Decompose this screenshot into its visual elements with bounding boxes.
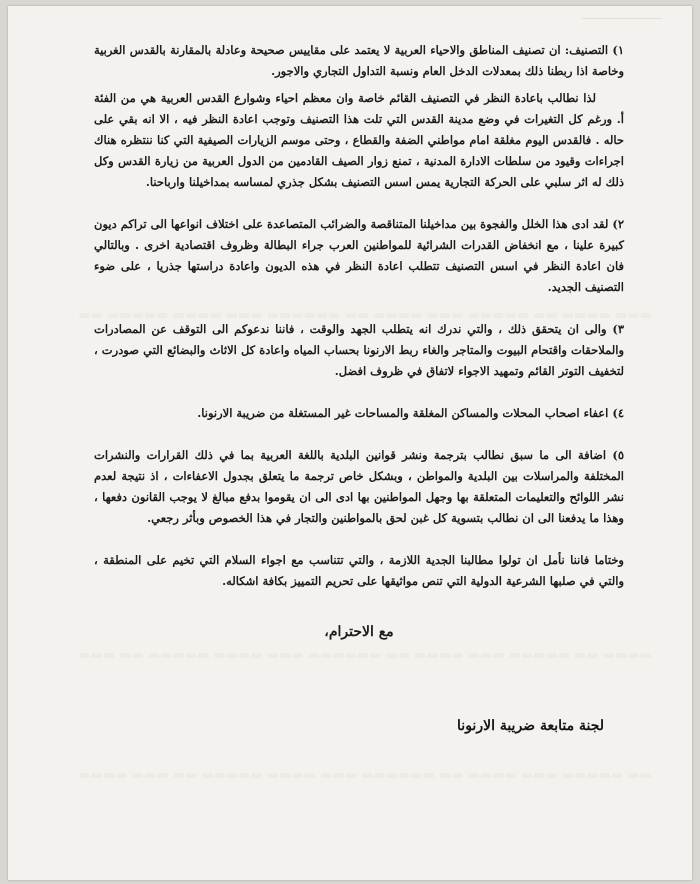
paragraph-conclusion: وختاما فاننا نأمل ان تولوا مطالبنا الجدية اللازمة ، والتي تتناسب مع اجواء السلام التي تخيم على المنطقة ، والتي في صلبها الشرعية الدولية التي تنص مواثيقها على تحريم التمييز بكافة اشكاله.: [94, 553, 624, 588]
paragraph-classification: ١) التصنيف: ان تصنيف المناطق والاحياء العربية لا يعتمد على مقاييس صحيحة وعادلة بالمقارنة بالقدس الغربية وخاصة اذا ربطنا ذلك بمعدلات الدخل العام ونسبة التداول التجاري والاجور.: [94, 43, 624, 78]
paragraph-halt-confiscations: ٣) والى ان يتحقق ذلك ، والتي ندرك انه يتطلب الجهد والوقت ، فاننا ندعوكم الى التوقف عن المصادرات والملاحقات واقتحام البيوت والمتاجر والغاء ربط الارنونا بحساب المياه واعادة كل الاثاث والبضائع التي صودرت ، لتخفيف التوتر القائم وتمهيد الاجواء لاتفاق في ظروف افضل.: [94, 322, 624, 378]
show-through-texture-2: ▬▬▬▬ ▬▬ ▬▬▬▬▬ ▬▬▬ ▬▬▬▬ ▬▬ ▬▬▬▬▬▬ ▬▬▬ ▬▬▬▬ ▬▬▬▬▬ ▬▬ ▬▬▬: [78, 648, 652, 663]
document-page: [8, 6, 692, 880]
show-through-texture-3: ▬▬ ▬▬▬▬▬ ▬▬▬ ▬▬▬▬ ▬▬ ▬▬▬▬▬▬ ▬▬▬ ▬▬▬▬ ▬▬▬▬▬ ▬▬ ▬▬▬ ▬▬▬▬: [78, 768, 652, 783]
closing-salutation: مع الاحترام،: [324, 624, 394, 640]
paragraph-reassessment-request: لذا نطالب باعادة النظر في التصنيف القائم خاصة وان معظم احياء وشوارع القدس العربية هي من الفئة أ. ورغم كل التغيرات في وضع مدينة القدس التي تلت هذا التصنيف وتوجب اعادة النظر فيه ، الا انه بقي على حاله . فالقدس اليوم مغلقة امام مواطني الضفة والقطاع ، وحتى موسم الزيارات الصيفية التي كنا ننتظره هناك اجراءات وقيود من سلطات الادارة المدنية ، تمنع زوار الصيف القادمين من الدول العربية من زيارة القدس وكل ذلك له اثر سلبي على الحركة التجارية يمس اسس التصنيف بشكل جذري لمساسه بمداخيلنا وارباحنا.: [94, 91, 624, 189]
paragraph-arabic-translation: ٥) اضافة الى ما سبق نطالب بترجمة ونشر قوانين البلدية باللغة العربية بما في ذلك القرارات والنشرات المختلفة والمراسلات بين البلدية والمواطن ، وبشكل خاص ترجمة ما يتعلق بجدول الاعفاءات ، اذ نتيجة لعدم نشر اللوائح والتعليمات المتعلقة بها وجهل المواطنين بها ادى الى ان يقوموا بدفع مبالغ لا يوجب القانون دفعها ، وهذا ما يدفعنا الى ان نطالب بتسوية كل غبن لحق بالمواطنين والتجار في هذا الخصوص وبأثر رجعي.: [94, 448, 624, 525]
show-through-texture: ▬▬▬ ▬▬▬▬ ▬▬ ▬▬▬▬▬ ▬▬▬ ▬▬▬▬ ▬▬ ▬▬▬▬▬▬ ▬▬▬ ▬▬▬▬ ▬▬▬▬▬ ▬▬: [78, 308, 652, 323]
paragraph-exemptions: ٤) اعفاء اصحاب المحلات والمساكن المغلقة والمساحات غير المستغلة من ضريبة الارنونا.: [197, 406, 624, 420]
letter-body: [94, 40, 624, 643]
page-edge-mark: [582, 18, 662, 29]
signature-committee: لجنة متابعة ضريبة الارنونا: [457, 718, 604, 734]
paragraph-debts: ٢) لقد ادى هذا الخلل والفجوة بين مداخيلنا المتناقصة والضرائب المتصاعدة على اختلاف انواعها الى تراكم ديون كبيرة علينا ، مع انخفاض القدرات الشرائية للمواطنين العرب جراء البطالة وظروف اقتصادية اخرى . وبالتالي فان اعادة النظر في اسس التصنيف تتطلب اعادة النظر في هذه الديون واعادة دراستها جذريا ، على ضوء التصنيف الجديد.: [94, 217, 624, 294]
